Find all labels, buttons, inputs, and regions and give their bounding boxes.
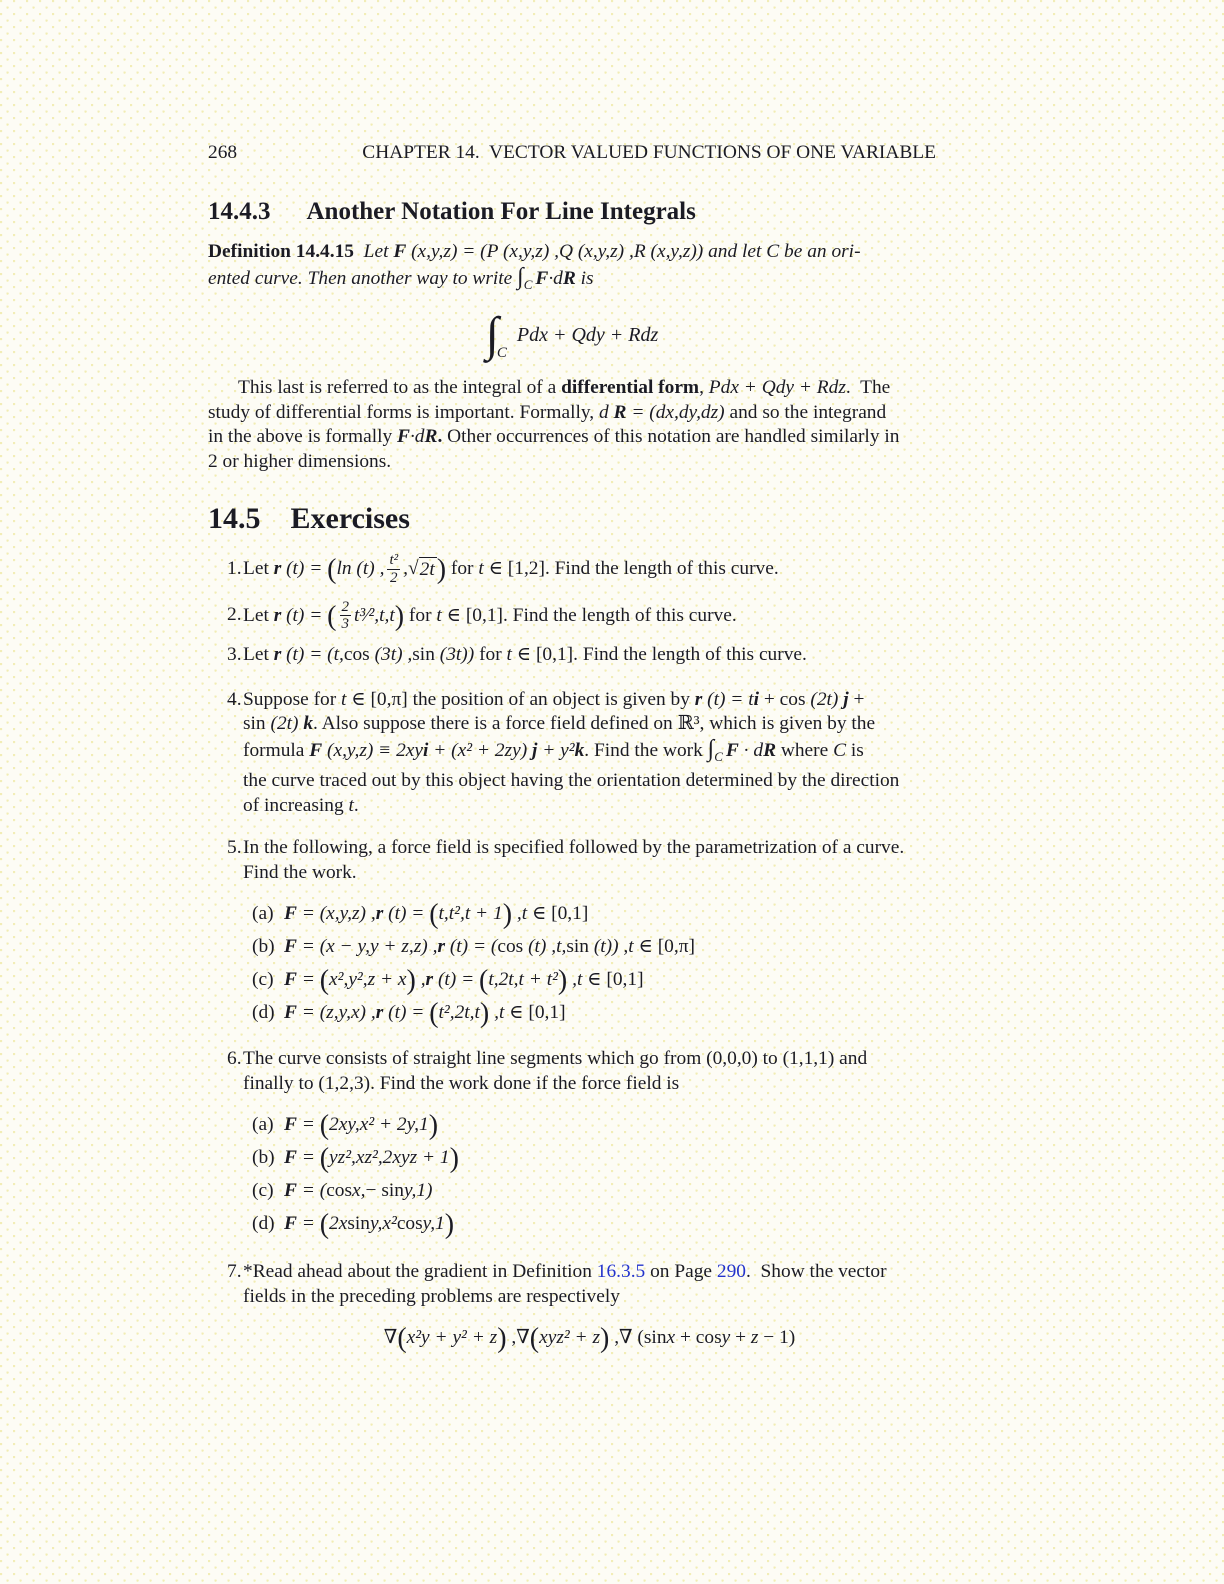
text-segment: cos (396, 1213, 423, 1235)
text-segment: t (341, 688, 347, 710)
text-segment: y (721, 1327, 731, 1349)
text-segment: ( (327, 553, 337, 585)
text-segment: , (699, 377, 709, 398)
text-segment: ,∇ (506, 1327, 530, 1349)
text-segment: ) (600, 1323, 610, 1355)
text-segment: ln (t) , (336, 557, 385, 579)
text-segment: , (403, 557, 408, 579)
text-segment: F (397, 426, 410, 447)
text-segment: 2xy,x² + 2y,1 (329, 1114, 429, 1136)
exercise-4-line-1 (227, 688, 936, 713)
text-segment: This last is referred to as the integral of a (238, 377, 562, 398)
text-segment: ) (449, 1143, 459, 1175)
text-segment: ) (444, 1209, 455, 1241)
exercise-6a (243, 1108, 936, 1141)
text-segment: √ 2t (408, 557, 437, 583)
text-segment: = (x,y,z) , (296, 903, 376, 925)
text-segment: k (303, 713, 314, 735)
text-segment: = (dx,dy,dz) (626, 401, 725, 423)
text-segment: ) (497, 1323, 507, 1355)
text-segment: x (666, 1327, 676, 1349)
exercise-number: 2. (227, 604, 242, 626)
text-segment: t (478, 557, 484, 579)
text-segment: and so the integrand (724, 401, 887, 423)
exercise-6-line-2 (243, 1072, 936, 1097)
text-segment: cos (326, 1180, 353, 1202)
text-segment: x, (352, 1180, 366, 1202)
text-segment: ( (319, 1209, 330, 1241)
text-segment: j (532, 739, 538, 761)
text-segment: on Page (645, 1261, 717, 1283)
exercise-1 (208, 552, 936, 587)
text-segment: is (846, 739, 864, 761)
text-segment: t³⁄²,t,t (354, 604, 395, 626)
text-segment: , (415, 969, 426, 991)
text-segment: (3t)) (434, 644, 475, 666)
text-segment: ∈ [0,1]. Find the length of this curve. (441, 604, 737, 626)
exercise-5d (243, 996, 936, 1029)
text-segment: (t) = (281, 604, 328, 626)
exercise-4 (208, 688, 936, 819)
text-segment: cos (497, 936, 524, 958)
text-segment: $\frac{2}{3}$ (341, 598, 349, 633)
text-segment: r (273, 604, 282, 626)
text-segment: r (273, 644, 282, 666)
text-segment: (t) = (383, 1002, 430, 1024)
text-segment: xyz² + z (539, 1327, 601, 1349)
text-segment: − 1) (758, 1327, 796, 1349)
section-title: Another Notation For Line Integrals (306, 198, 696, 225)
exercise-6-line-1 (227, 1047, 936, 1072)
text-segment: i (753, 688, 760, 710)
text-segment: (t) = ( (444, 936, 498, 958)
exercise-5-line-1 (227, 836, 936, 861)
text-segment: + y² (537, 739, 575, 761)
definition-line-2 (208, 265, 936, 298)
text-segment: In the following, a force field is specified followed by the parametrization of a curve. (243, 837, 905, 859)
text-segment: ∈ [0,1] (527, 903, 589, 925)
exercise-5c (243, 963, 936, 996)
text-segment: sin (643, 1327, 667, 1349)
text-segment: t (348, 794, 354, 816)
text-segment: Find the work. (243, 861, 357, 883)
text-segment: 1) (416, 1180, 433, 1202)
text-segment: = (296, 969, 320, 991)
text-segment: finally to (1,2,3). Find the work done if the force field is (243, 1072, 680, 1094)
text-segment: + (675, 1327, 696, 1349)
text-segment: · d (738, 739, 764, 761)
text-segment: ) (406, 965, 416, 997)
text-segment: (t) = (t, (281, 644, 344, 666)
exercise-6b (243, 1141, 936, 1174)
text-segment: ∈ [1,2]. Find the length of this curve. (483, 557, 779, 579)
exercise-6c (243, 1174, 936, 1207)
sub-item-label: (b) (252, 936, 275, 958)
text-segment: x²y + y² + z (406, 1327, 498, 1349)
page-content (208, 141, 936, 1353)
text-segment: Let (243, 604, 274, 626)
sub-item-label: (c) (252, 969, 274, 991)
text-segment: C (833, 739, 847, 761)
text-segment: F (284, 1147, 297, 1169)
text-segment: 2 or higher dimensions. (208, 450, 392, 472)
text-segment: F (284, 969, 297, 991)
inline-link[interactable]: 290 (716, 1261, 746, 1283)
exercise-number: 5. (227, 837, 242, 859)
text-segment: , (567, 969, 577, 991)
exercise-5-line-2 (243, 861, 936, 886)
page-number: 268 (208, 142, 238, 163)
text-segment: F (309, 739, 323, 761)
text-segment: (2t) (805, 688, 844, 710)
text-segment: y,1 (422, 1213, 445, 1235)
gradient-display-equation (243, 1323, 936, 1353)
text-segment: for (404, 604, 437, 626)
exercise-6-sublist (243, 1108, 936, 1240)
sub-item-label: (b) (252, 1147, 275, 1169)
text-segment: z (750, 1327, 759, 1349)
exercise-5b (243, 930, 936, 963)
text-segment: + (x² + 2zy) (428, 739, 532, 761)
text-segment: R (562, 268, 576, 289)
exercise-4-line-2 (243, 712, 936, 737)
exercise-2 (208, 599, 936, 634)
exercise-7-line-1 (227, 1260, 936, 1285)
text-segment: F (393, 241, 407, 262)
text-segment: ·d (409, 426, 425, 447)
text-segment: − (365, 1180, 382, 1202)
text-segment: Let (243, 644, 274, 666)
text-segment: C (714, 748, 723, 764)
paragraph-line-3 (208, 425, 936, 450)
exercise-6 (208, 1047, 936, 1240)
text-segment: sin (381, 1180, 404, 1202)
text-segment: . Show the vector (745, 1261, 887, 1283)
page-header (208, 141, 936, 165)
text-segment: ∇ (383, 1327, 398, 1349)
text-segment: R (424, 426, 438, 447)
text-segment: *Read ahead about the gradient in Definition (243, 1261, 597, 1283)
text-segment: t (576, 969, 583, 991)
text-segment: is (575, 268, 594, 289)
text-segment: F (725, 739, 739, 761)
text-segment: ( (429, 998, 439, 1030)
text-segment: r (425, 969, 434, 991)
text-segment: F (535, 268, 549, 289)
text-segment: (2t) (265, 713, 304, 735)
text-segment: $\frac{\text{t²}}{2}$ (389, 552, 399, 586)
exercise-4-line-4 (243, 769, 936, 794)
text-segment: in the above is formally (208, 426, 398, 447)
exercise-2-line (227, 598, 936, 634)
text-segment: ( (429, 899, 439, 931)
exercise-number: 1. (227, 557, 242, 579)
text-segment: cos (695, 1327, 722, 1349)
exercise-6d (243, 1207, 936, 1240)
text-segment: (t) = t (702, 688, 754, 710)
text-segment: t (521, 903, 528, 925)
text-segment: C (523, 277, 533, 292)
text-segment: r (375, 1002, 384, 1024)
inline-link[interactable]: 16.3.5 (596, 1261, 646, 1283)
text-segment: ( (327, 600, 337, 632)
text-segment: cos (779, 688, 806, 710)
exercise-number: 6. (227, 1048, 242, 1070)
section-number: 14.5 (208, 502, 261, 535)
text-segment: for (446, 557, 479, 579)
exercise-3-line (227, 643, 936, 668)
text-segment: F (284, 1002, 297, 1024)
exercise-7 (208, 1260, 936, 1353)
text-segment: + (730, 1327, 751, 1349)
text-segment: differential form (561, 377, 700, 398)
text-segment: sin (243, 713, 266, 735)
integral-subscript: C (496, 345, 507, 361)
text-segment: t (628, 936, 634, 958)
text-segment: = (x − y,y + z,z) , (296, 936, 438, 958)
text-segment: . (353, 794, 359, 816)
text-segment: t (436, 604, 442, 626)
integrand: Pdx + Qdy + Rdz (516, 323, 659, 346)
text-segment: ( (529, 1323, 540, 1355)
exercise-1-line (227, 552, 936, 587)
text-segment: y, (403, 1180, 417, 1202)
text-segment: ∈ [0,1] (504, 1002, 566, 1024)
text-segment: t,2t,t + t² (488, 969, 558, 991)
chapter-running-head: CHAPTER 14. VECTOR VALUED FUNCTIONS OF ONE VARIABLE (362, 142, 936, 163)
text-segment: Suppose for (243, 688, 342, 710)
text-segment: t (506, 644, 512, 666)
text-segment: + (848, 688, 865, 710)
text-segment: + (759, 688, 780, 710)
exercise-number: 7. (227, 1261, 242, 1283)
text-segment: . The (845, 377, 891, 398)
sub-item-label: (d) (252, 1213, 275, 1235)
text-segment: study of differential forms is important. Formally, (208, 401, 599, 423)
text-segment: . Find the work (584, 739, 708, 761)
exercise-7-line-2 (243, 1285, 936, 1310)
text-segment: ) (479, 998, 490, 1030)
text-segment: cos (343, 644, 370, 666)
paragraph-line-4 (208, 450, 936, 475)
text-segment: formula (243, 739, 310, 761)
text-segment: (t) = (281, 557, 328, 579)
text-segment: t,t²,t + 1 (438, 903, 503, 925)
text-segment: 2x (329, 1213, 348, 1235)
text-segment: fields in the preceding problems are respectively (243, 1285, 620, 1307)
text-segment: i (423, 739, 429, 761)
text-segment: ) (428, 1110, 439, 1142)
integral-group (485, 308, 507, 361)
text-segment: where (776, 739, 834, 761)
exercise-number: 3. (227, 644, 242, 666)
sub-item-label: (d) (252, 1002, 275, 1024)
text-segment: = (296, 1213, 320, 1235)
text-segment: . (437, 426, 443, 447)
text-segment: ) (557, 965, 568, 997)
text-segment: ∈ [0,1] (582, 969, 644, 991)
text-segment: d (598, 401, 614, 423)
exercise-3 (208, 643, 936, 668)
sub-item-label: (a) (252, 1114, 274, 1136)
exercise-5-sublist (243, 897, 936, 1029)
text-segment: yz²,xz²,2xyz + 1 (329, 1147, 450, 1169)
sub-item-label: (c) (252, 1180, 274, 1202)
text-segment: ∫ (707, 735, 715, 762)
text-segment: r (273, 557, 282, 579)
text-segment: = (z,y,x) , (296, 1002, 376, 1024)
text-segment: for (474, 644, 507, 666)
text-segment: = ( (296, 1180, 327, 1202)
text-segment: Let (363, 241, 394, 262)
text-segment: ) (394, 600, 405, 632)
section-number: 14.4.3 (208, 198, 271, 225)
text-segment: Let (243, 557, 274, 579)
text-segment: (x,y,z) = (P (x,y,z) ,Q (x,y,z) ,R (x,y,z)) and let C be an ori- (406, 241, 861, 262)
text-segment: The curve consists of straight line segments which go from (0,0,0) to (1,1,1) and (243, 1048, 868, 1070)
text-segment: x²,y²,z + x (329, 969, 407, 991)
text-segment: F (284, 1114, 297, 1136)
exercise-4-line-5 (243, 794, 936, 819)
text-segment: ( (319, 1143, 330, 1175)
exercise-5 (208, 836, 936, 1029)
text-segment: (x,y,z) ≡ 2xy (322, 739, 424, 761)
text-segment: ∈ [0,π] (633, 936, 695, 958)
text-segment: ( (319, 965, 330, 997)
section-heading-14-5 (208, 500, 936, 538)
text-segment: (t) ,t, (523, 936, 567, 958)
text-segment: the curve traced out by this object having the orientation determined by the direction (243, 770, 900, 792)
text-segment: Pdx + Qdy + Rdz (708, 377, 846, 398)
differential-form-paragraph (208, 376, 936, 474)
text-segment: R (613, 401, 627, 423)
integral-sign: ∫ (485, 308, 499, 361)
text-segment: sin (412, 644, 435, 666)
definition-line-1 (208, 238, 936, 265)
text-segment: F (284, 903, 297, 925)
text-segment: ( (397, 1323, 407, 1355)
text-segment: r (375, 903, 384, 925)
text-segment: r (437, 936, 445, 958)
section-heading-14-4-3 (208, 196, 936, 227)
text-segment: F (284, 1213, 297, 1235)
text-segment: ∈ [0,1]. Find the length of this curve. (511, 644, 807, 666)
exercise-5a (243, 897, 936, 930)
text-segment: ented curve. Then another way to write (208, 268, 518, 289)
text-segment: t²,2t,t (438, 1002, 480, 1024)
text-segment: Other occurrences of this notation are handled similarly in (442, 426, 900, 447)
text-segment: ∫ (517, 264, 524, 290)
text-segment: , (489, 1002, 499, 1024)
text-segment: ·d (548, 268, 563, 289)
text-segment: (t)) , (588, 936, 629, 958)
text-segment: (3t) , (369, 644, 413, 666)
text-segment: F (284, 936, 297, 958)
text-segment: y,x² (370, 1213, 397, 1235)
text-segment: r (694, 688, 703, 710)
paragraph-line-2 (208, 401, 936, 426)
text-segment: , (512, 903, 522, 925)
text-segment: ,∇ ( (609, 1327, 644, 1349)
text-segment: ( (319, 1110, 330, 1142)
text-segment: of increasing (243, 794, 349, 816)
display-equation-line-integral (208, 304, 936, 366)
text-segment: sin (347, 1213, 370, 1235)
text-segment: (t) = (433, 969, 480, 991)
text-segment: = (296, 1114, 320, 1136)
sub-item-label: (a) (252, 903, 274, 925)
text-segment: t (498, 1002, 505, 1024)
exercise-number: 4. (227, 688, 242, 710)
text-segment: sin (566, 936, 589, 958)
section-title: Exercises (290, 502, 410, 535)
text-segment: ∈ [0,π] the position of an object is given by (346, 688, 695, 710)
paragraph-line-1 (208, 376, 936, 401)
text-segment: (t) = (383, 903, 430, 925)
text-segment: . Also suppose there is a force field defined on ℝ³, which is given by the (313, 713, 876, 735)
exercise-4-line-3 (243, 737, 936, 770)
text-segment: ) (436, 553, 447, 585)
text-segment: k (574, 739, 585, 761)
text-segment: R (763, 739, 777, 761)
text-segment: ( (479, 965, 489, 997)
text-segment: ) (502, 899, 513, 931)
text-segment: j (843, 688, 849, 710)
text-segment: F (284, 1180, 297, 1202)
text-segment: = (296, 1147, 320, 1169)
text-segment: Definition 14.4.15 (208, 241, 364, 262)
